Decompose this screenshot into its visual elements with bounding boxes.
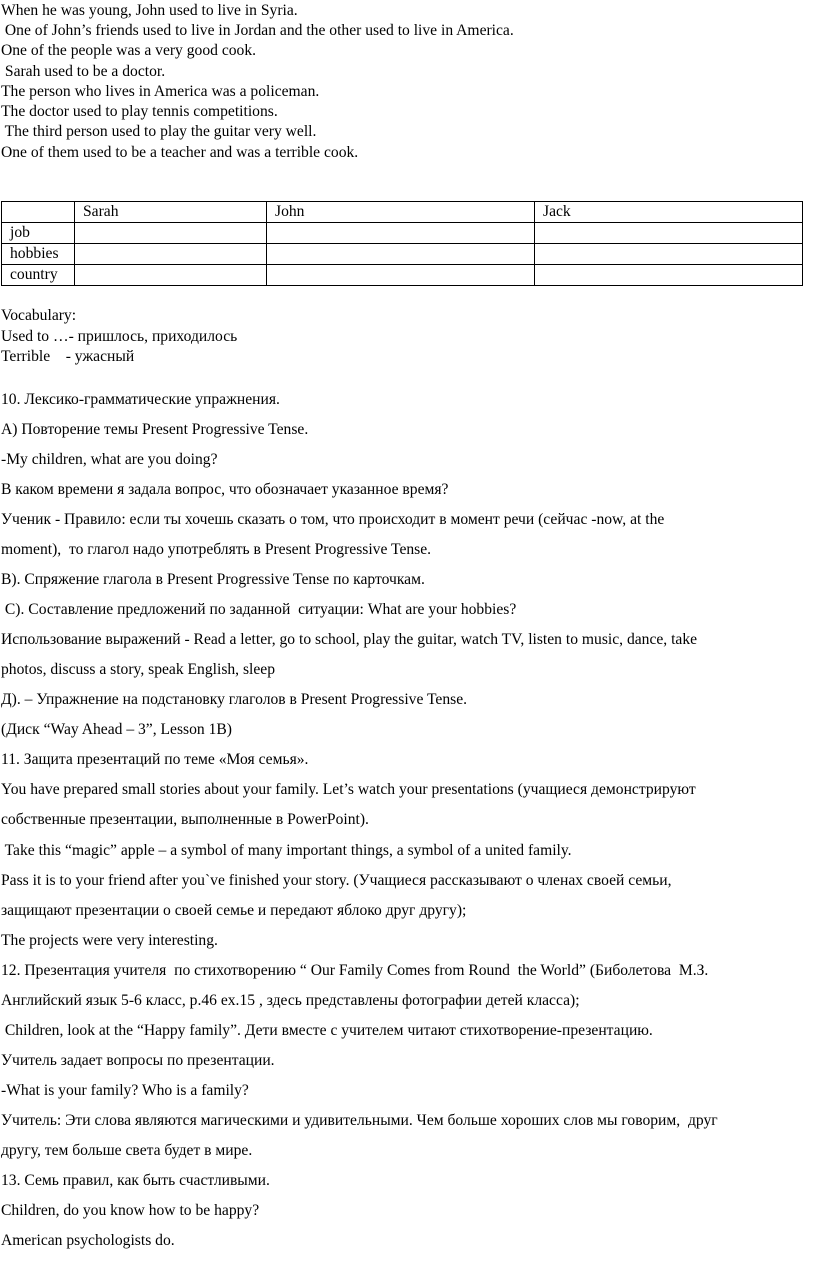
lesson-line: -What is your family? Who is a family? [1,1082,249,1099]
lesson-line: Ученик - Правило: если ты хочешь сказать о том, что происходит в момент речи (сейчас -now, at the [1,511,665,528]
lesson-line: Учитель: Эти слова являются магическими и удивительными. Чем больше хороших слов мы говорим, друг [1,1112,718,1129]
puzzle-line: One of them used to be a teacher and was a terrible cook. [1,144,359,161]
lesson-line: American psychologists do. [1,1232,175,1249]
lesson-line: С). Составление предложений по заданной ситуации: What are your hobbies? [1,601,517,618]
puzzle-line: Sarah used to be a doctor. [1,63,166,80]
table-row-label: hobbies [2,244,75,265]
lesson-line: 10. Лексико-грамматические упражнения. [1,391,280,408]
table-header-row [2,202,803,223]
table-cell [267,223,535,244]
lesson-line: А) Повторение темы Present Progressive Tense. [1,421,309,438]
lesson-line: photos, discuss a story, speak English, sleep [1,661,276,678]
lesson-line: другу, тем больше света будет в мире. [1,1142,253,1159]
lesson-line: Take this “magic” apple – a symbol of many important things, a symbol of a united family. [1,842,572,859]
table-cell [267,244,535,265]
lesson-line: 11. Защита презентаций по теме «Моя семья». [1,751,309,768]
table-cell [535,223,803,244]
puzzle-line: The doctor used to play tennis competitions. [1,103,278,120]
table-cell [75,265,267,286]
table-row-label: country [2,265,75,286]
lesson-line: moment), то глагол надо употреблять в Present Progressive Tense. [1,541,432,558]
puzzle-line: One of the people was a very good cook. [1,42,257,59]
lesson-line: В). Спряжение глагола в Present Progressive Tense по карточкам. [1,571,425,588]
lesson-line: You have prepared small stories about your family. Let’s watch your presentations (учащиеся демонстрируют [1,781,696,798]
vocabulary-item: Terrible - ужасный [1,348,135,365]
table-header-cell: Sarah [75,202,267,223]
lesson-line: Английский язык 5-6 класс, р.46 ex.15 , здесь представлены фотографии детей класса); [1,992,580,1009]
lesson-line: В каком времени я задала вопрос, что обозначает указанное время? [1,481,449,498]
lesson-line: защищают презентации о своей семье и передают яблоко друг другу); [1,902,467,919]
table-row [2,265,803,286]
lesson-line: -My children, what are you doing? [1,451,218,468]
table-header-cell [2,202,75,223]
table-cell [75,223,267,244]
puzzle-line: One of John’s friends used to live in Jordan and the other used to live in America. [1,22,514,39]
lesson-line: The projects were very interesting. [1,932,218,949]
table-cell [535,265,803,286]
table-cell [267,265,535,286]
table-row-label: job [2,223,75,244]
table-cell [535,244,803,265]
lesson-line: Children, do you know how to be happy? [1,1202,260,1219]
lesson-line: Pass it is to your friend after you`ve finished your story. (Учащиеся рассказывают о членах своей семьи, [1,872,672,889]
table-header-cell: Jack [535,202,803,223]
vocabulary-item: Used to …- пришлось, приходилось [1,328,238,345]
lesson-line: Children, look at the “Happy family”. Дети вместе с учителем читают стихотворение-презентацию. [1,1022,653,1039]
puzzle-line: When he was young, John used to live in Syria. [1,2,298,19]
lesson-line: Учитель задает вопросы по презентации. [1,1052,275,1069]
lesson-line: 13. Семь правил, как быть счастливыми. [1,1172,270,1189]
lesson-line: 12. Презентация учителя по стихотворению “ Our Family Comes from Round the World” (Биболетова М.З. [1,962,709,979]
table-cell [75,244,267,265]
vocabulary-title: Vocabulary: [1,307,77,324]
lesson-line: Использование выражений - Read a letter, go to school, play the guitar, watch TV, listen to music, dance, take [1,631,698,648]
lesson-line: собственные презентации, выполненные в PowerPoint). [1,811,369,828]
puzzle-line: The person who lives in America was a policeman. [1,83,320,100]
lesson-line: Д). – Упражнение на подстановку глаголов в Present Progressive Tense. [1,691,468,708]
lesson-line: (Диск “Way Ahead – 3”, Lesson 1B) [1,721,232,738]
table-header-cell: John [267,202,535,223]
table-row [2,223,803,244]
puzzle-line: The third person used to play the guitar very well. [1,123,317,140]
table-row [2,244,803,265]
logic-grid-table [1,201,803,286]
